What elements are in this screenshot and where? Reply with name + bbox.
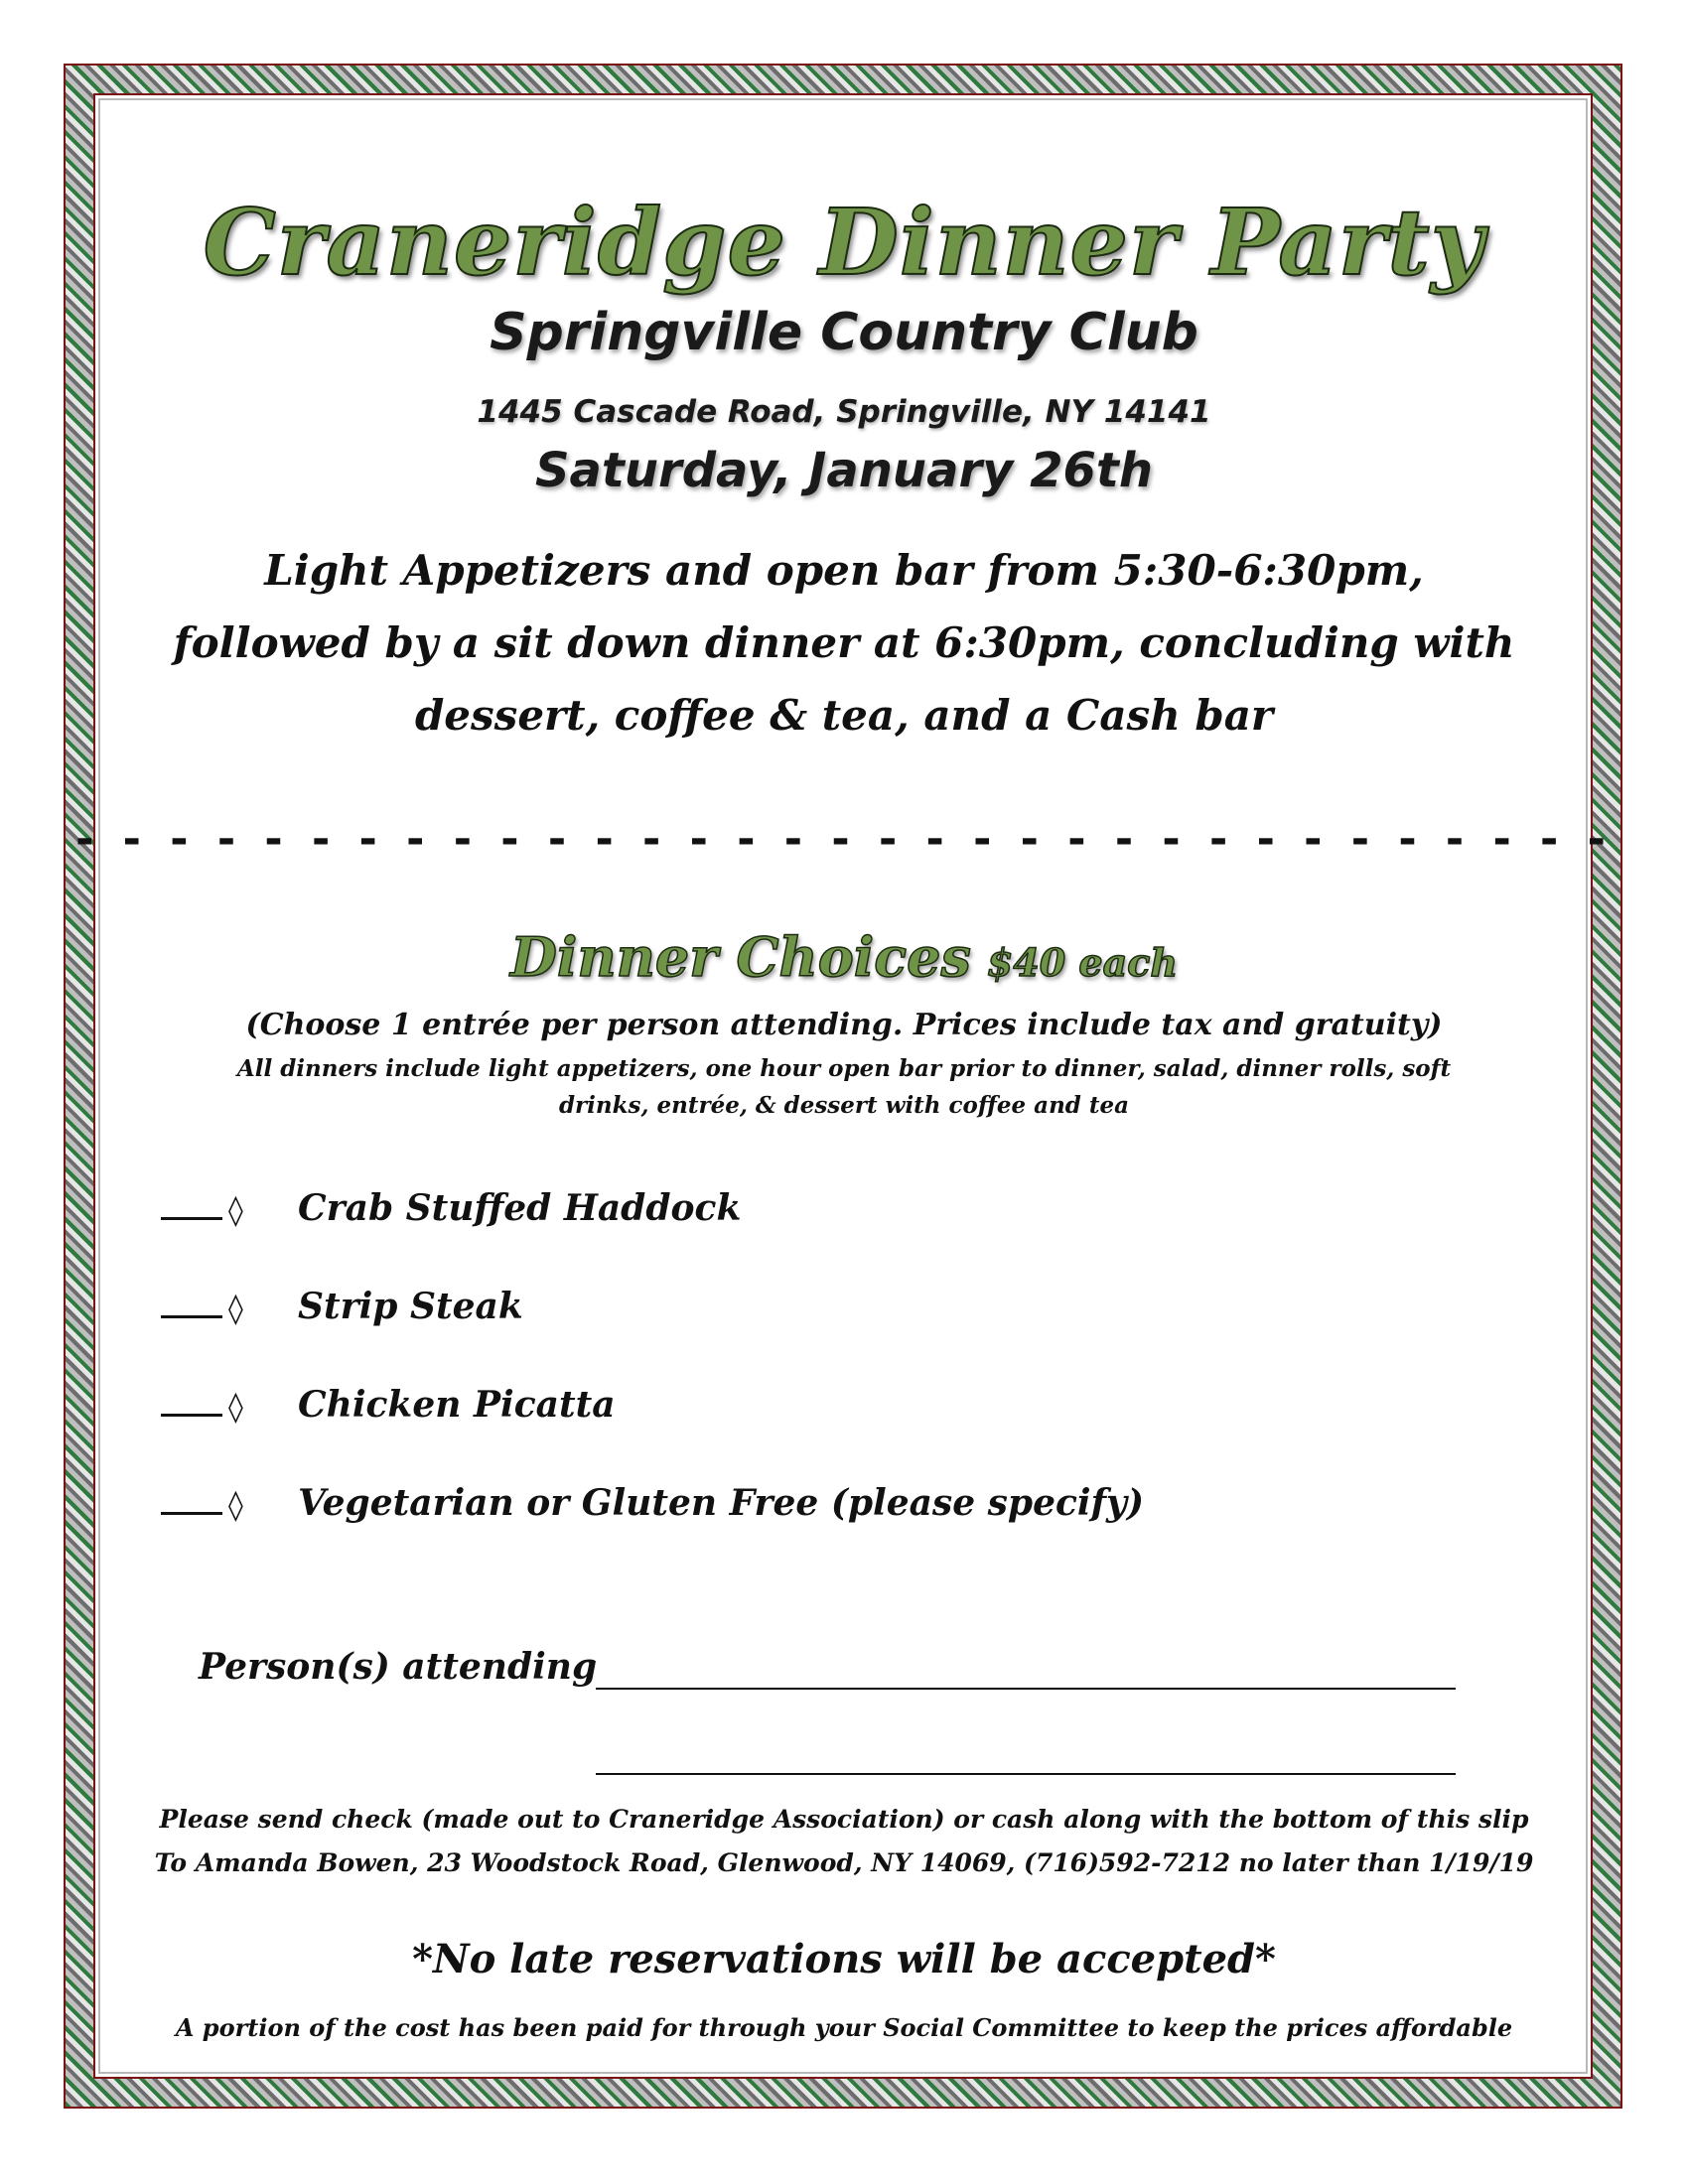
option-fill-blank[interactable]: [161, 1280, 222, 1318]
social-committee-note: A portion of the cost has been paid for through your Social Committee to keep the prices affordable: [175, 2013, 1513, 2042]
venue-address: 1445 Cascade Road, Springville, NY 14141: [477, 394, 1211, 430]
payment-instructions-line-1: Please send check (made out to Craneridge Association) or cash along with the bottom of this slip: [159, 1805, 1529, 1834]
schedule-line-1: Light Appetizers and open bar from 5:30-6:30pm,: [264, 546, 1424, 595]
page-content-area: [93, 93, 1593, 2079]
option-label: Chicken Picatta: [298, 1384, 616, 1426]
persons-attending-line-1[interactable]: [596, 1688, 1456, 1690]
event-date: Saturday, January 26th: [534, 443, 1154, 498]
diamond-bullet-icon: ◊: [228, 1292, 243, 1326]
persons-attending-label: Person(s) attending: [199, 1646, 598, 1688]
choose-entree-note: (Choose 1 entrée per person attending. Prices include tax and gratuity): [245, 1008, 1443, 1042]
includes-note-line-1: All dinners include light appetizers, one hour open bar prior to dinner, salad, dinner rolls, soft: [236, 1055, 1452, 1082]
menu-option-crab-stuffed-haddock: [161, 1181, 741, 1241]
option-label: Strip Steak: [298, 1286, 523, 1327]
dinner-choices-label: Dinner Choices: [509, 925, 971, 989]
option-fill-blank[interactable]: [161, 1378, 222, 1417]
diamond-bullet-icon: ◊: [228, 1488, 243, 1523]
schedule-line-3: dessert, coffee & tea, and a Cash bar: [414, 691, 1274, 740]
option-label: Crab Stuffed Haddock: [298, 1187, 742, 1229]
event-title: Craneridge Dinner Party: [203, 189, 1485, 296]
option-fill-blank[interactable]: [161, 1181, 222, 1220]
menu-option-chicken-picatta: [161, 1378, 616, 1437]
venue-name: Springville Country Club: [490, 303, 1198, 362]
cut-separator: - - - - - - - - - - - - - - - - - - - - - - - - - - - - - - - - -: [75, 814, 1613, 865]
persons-attending-line-2[interactable]: [596, 1773, 1456, 1775]
option-label: Vegetarian or Gluten Free (please specify): [298, 1482, 1145, 1524]
payment-instructions-line-2: To Amanda Bowen, 23 Woodstock Road, Glenwood, NY 14069, (716)592-7212 no later than 1/19/19: [154, 1848, 1534, 1877]
schedule-line-2: followed by a sit down dinner at 6:30pm, concluding with: [173, 618, 1515, 667]
menu-option-strip-steak: [161, 1280, 523, 1339]
option-fill-blank[interactable]: [161, 1476, 222, 1515]
dinner-choices-heading: [0, 925, 1688, 989]
includes-note-line-2: drinks, entrée, & dessert with coffee and tea: [558, 1092, 1130, 1119]
no-late-reservations-notice: *No late reservations will be accepted*: [412, 1936, 1276, 1982]
decorative-border: [64, 64, 1622, 2109]
diamond-bullet-icon: ◊: [228, 1390, 243, 1425]
menu-option-vegetarian-gluten-free: [161, 1476, 1144, 1536]
diamond-bullet-icon: ◊: [228, 1193, 243, 1228]
dinner-price: $40 each: [986, 940, 1178, 985]
